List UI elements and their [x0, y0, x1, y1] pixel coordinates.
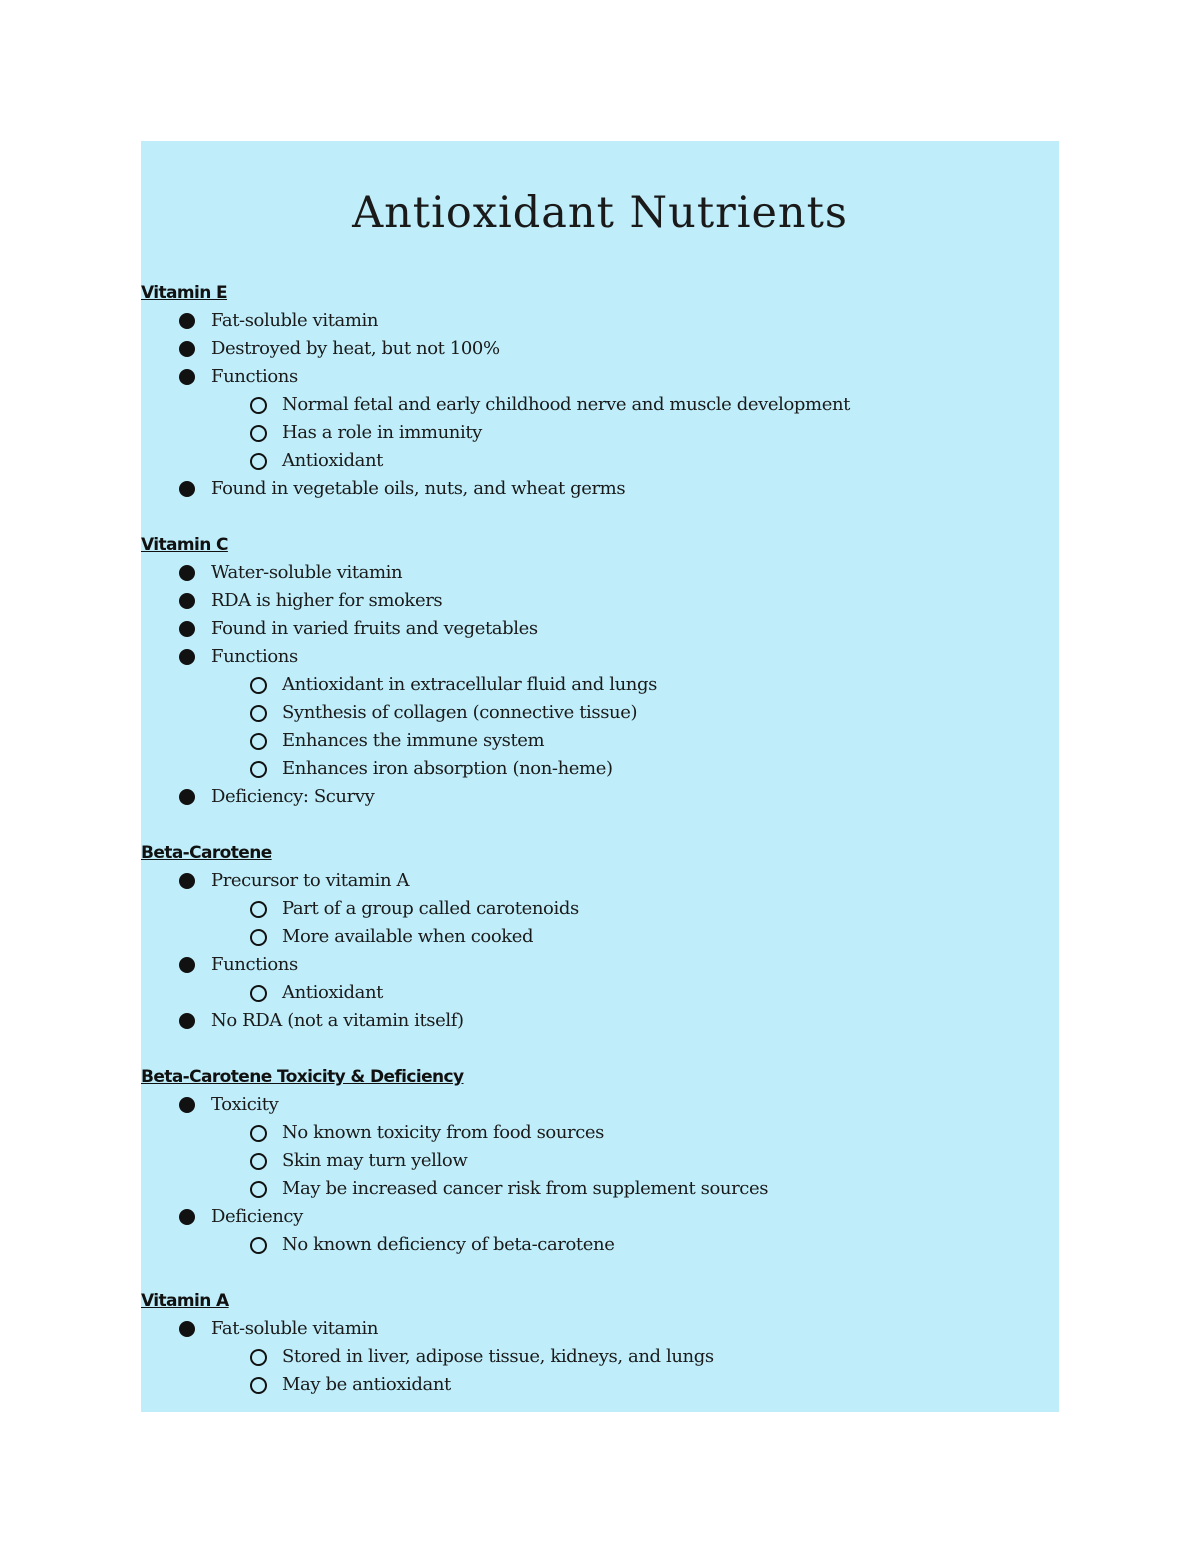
- list-item: [141, 1315, 1059, 1343]
- list-item: [141, 783, 1059, 811]
- sub-list-item: [141, 755, 1059, 783]
- list-item: [141, 615, 1059, 643]
- filled-bullet-icon: [179, 313, 195, 329]
- document-title: Antioxidant Nutrients: [352, 188, 848, 238]
- sub-list-item-text: May be antioxidant: [282, 1374, 451, 1395]
- sub-list-item: [141, 447, 1059, 475]
- hollow-bullet-icon: [250, 985, 267, 1002]
- sub-list-item: [141, 1147, 1059, 1175]
- list-item: [141, 643, 1059, 671]
- list-item-text: Fat-soluble vitamin: [211, 1318, 379, 1339]
- sub-list-item-text: Enhances the immune system: [282, 730, 545, 751]
- sub-list-item-text: Enhances iron absorption (non-heme): [282, 758, 613, 779]
- list-item-text: Functions: [211, 366, 298, 387]
- list-item-text: No RDA (not a vitamin itself): [211, 1010, 464, 1031]
- sub-list-item-text: Part of a group called carotenoids: [282, 898, 579, 919]
- sub-list-item: [141, 923, 1059, 951]
- section-heading: Vitamin E: [141, 283, 228, 303]
- filled-bullet-icon: [179, 565, 195, 581]
- sub-list-item: [141, 1371, 1059, 1399]
- sub-bullet-list: [141, 1231, 1059, 1259]
- hollow-bullet-icon: [250, 705, 267, 722]
- list-item: [141, 867, 1059, 895]
- sub-list-item-text: Antioxidant: [282, 450, 384, 471]
- hollow-bullet-icon: [250, 733, 267, 750]
- sub-list-item-text: Synthesis of collagen (connective tissue): [282, 702, 638, 723]
- list-item: [141, 951, 1059, 979]
- list-item-text: Fat-soluble vitamin: [211, 310, 379, 331]
- sub-list-item: [141, 671, 1059, 699]
- filled-bullet-icon: [179, 621, 195, 637]
- list-item: [141, 335, 1059, 363]
- hollow-bullet-icon: [250, 901, 267, 918]
- section: [141, 279, 1059, 503]
- sub-bullet-list: [141, 1343, 1059, 1399]
- section: [141, 839, 1059, 1035]
- list-item: [141, 559, 1059, 587]
- sub-list-item-text: More available when cooked: [282, 926, 534, 947]
- hollow-bullet-icon: [250, 1125, 267, 1142]
- filled-bullet-icon: [179, 1209, 195, 1225]
- sub-bullet-list: [141, 895, 1059, 951]
- list-item: [141, 307, 1059, 335]
- hollow-bullet-icon: [250, 677, 267, 694]
- sub-list-item-text: May be increased cancer risk from supplement sources: [282, 1178, 769, 1199]
- filled-bullet-icon: [179, 789, 195, 805]
- list-item-text: Functions: [211, 954, 298, 975]
- list-item-text: Toxicity: [211, 1094, 279, 1115]
- list-item: [141, 363, 1059, 391]
- list-item-text: Precursor to vitamin A: [211, 870, 410, 891]
- hollow-bullet-icon: [250, 929, 267, 946]
- section: [141, 1287, 1059, 1399]
- hollow-bullet-icon: [250, 425, 267, 442]
- document-body: [141, 279, 1059, 1427]
- hollow-bullet-icon: [250, 1377, 267, 1394]
- filled-bullet-icon: [179, 1321, 195, 1337]
- list-item-text: Found in varied fruits and vegetables: [211, 618, 538, 639]
- section-heading: Vitamin C: [141, 535, 228, 555]
- sub-list-item-text: No known toxicity from food sources: [282, 1122, 605, 1143]
- filled-bullet-icon: [179, 1097, 195, 1113]
- list-item: [141, 1007, 1059, 1035]
- sub-list-item: [141, 895, 1059, 923]
- sub-list-item: [141, 979, 1059, 1007]
- sub-list-item: [141, 391, 1059, 419]
- filled-bullet-icon: [179, 873, 195, 889]
- hollow-bullet-icon: [250, 397, 267, 414]
- sub-list-item-text: No known deficiency of beta-carotene: [282, 1234, 615, 1255]
- hollow-bullet-icon: [250, 761, 267, 778]
- bullet-list: [141, 1091, 1059, 1259]
- sub-list-item-text: Antioxidant in extracellular fluid and lungs: [282, 674, 657, 695]
- bullet-list: [141, 559, 1059, 811]
- sub-bullet-list: [141, 671, 1059, 783]
- list-item-text: RDA is higher for smokers: [211, 590, 443, 611]
- sub-list-item: [141, 1343, 1059, 1371]
- list-item-text: Water-soluble vitamin: [211, 562, 403, 583]
- bullet-list: [141, 307, 1059, 503]
- hollow-bullet-icon: [250, 1153, 267, 1170]
- list-item: [141, 587, 1059, 615]
- filled-bullet-icon: [179, 957, 195, 973]
- sub-bullet-list: [141, 391, 1059, 475]
- list-item-text: Deficiency: [211, 1206, 303, 1227]
- filled-bullet-icon: [179, 341, 195, 357]
- sub-list-item: [141, 1231, 1059, 1259]
- sub-list-item: [141, 699, 1059, 727]
- sub-list-item: [141, 419, 1059, 447]
- list-item-text: Destroyed by heat, but not 100%: [211, 338, 500, 359]
- bullet-list: [141, 1315, 1059, 1399]
- sub-list-item-text: Stored in liver, adipose tissue, kidneys, and lungs: [282, 1346, 714, 1367]
- list-item: [141, 475, 1059, 503]
- section-heading: Beta-Carotene: [141, 843, 272, 863]
- section-heading: Vitamin A: [141, 1291, 229, 1311]
- sub-list-item-text: Antioxidant: [282, 982, 384, 1003]
- list-item: [141, 1091, 1059, 1119]
- filled-bullet-icon: [179, 481, 195, 497]
- sub-bullet-list: [141, 979, 1059, 1007]
- filled-bullet-icon: [179, 649, 195, 665]
- section: [141, 1063, 1059, 1259]
- bullet-list: [141, 867, 1059, 1035]
- sub-list-item: [141, 727, 1059, 755]
- list-item-text: Functions: [211, 646, 298, 667]
- sub-list-item: [141, 1175, 1059, 1203]
- filled-bullet-icon: [179, 1013, 195, 1029]
- list-item-text: Deficiency: Scurvy: [211, 786, 375, 807]
- list-item: [141, 1203, 1059, 1231]
- sub-list-item-text: Normal fetal and early childhood nerve and muscle development: [282, 394, 850, 415]
- hollow-bullet-icon: [250, 453, 267, 470]
- section: [141, 531, 1059, 811]
- sub-list-item-text: Has a role in immunity: [282, 422, 482, 443]
- filled-bullet-icon: [179, 593, 195, 609]
- hollow-bullet-icon: [250, 1181, 267, 1198]
- hollow-bullet-icon: [250, 1237, 267, 1254]
- sub-bullet-list: [141, 1119, 1059, 1203]
- filled-bullet-icon: [179, 369, 195, 385]
- sub-list-item: [141, 1119, 1059, 1147]
- sub-list-item-text: Skin may turn yellow: [282, 1150, 468, 1171]
- hollow-bullet-icon: [250, 1349, 267, 1366]
- section-heading: Beta-Carotene Toxicity & Deficiency: [141, 1067, 464, 1087]
- list-item-text: Found in vegetable oils, nuts, and wheat germs: [211, 478, 626, 499]
